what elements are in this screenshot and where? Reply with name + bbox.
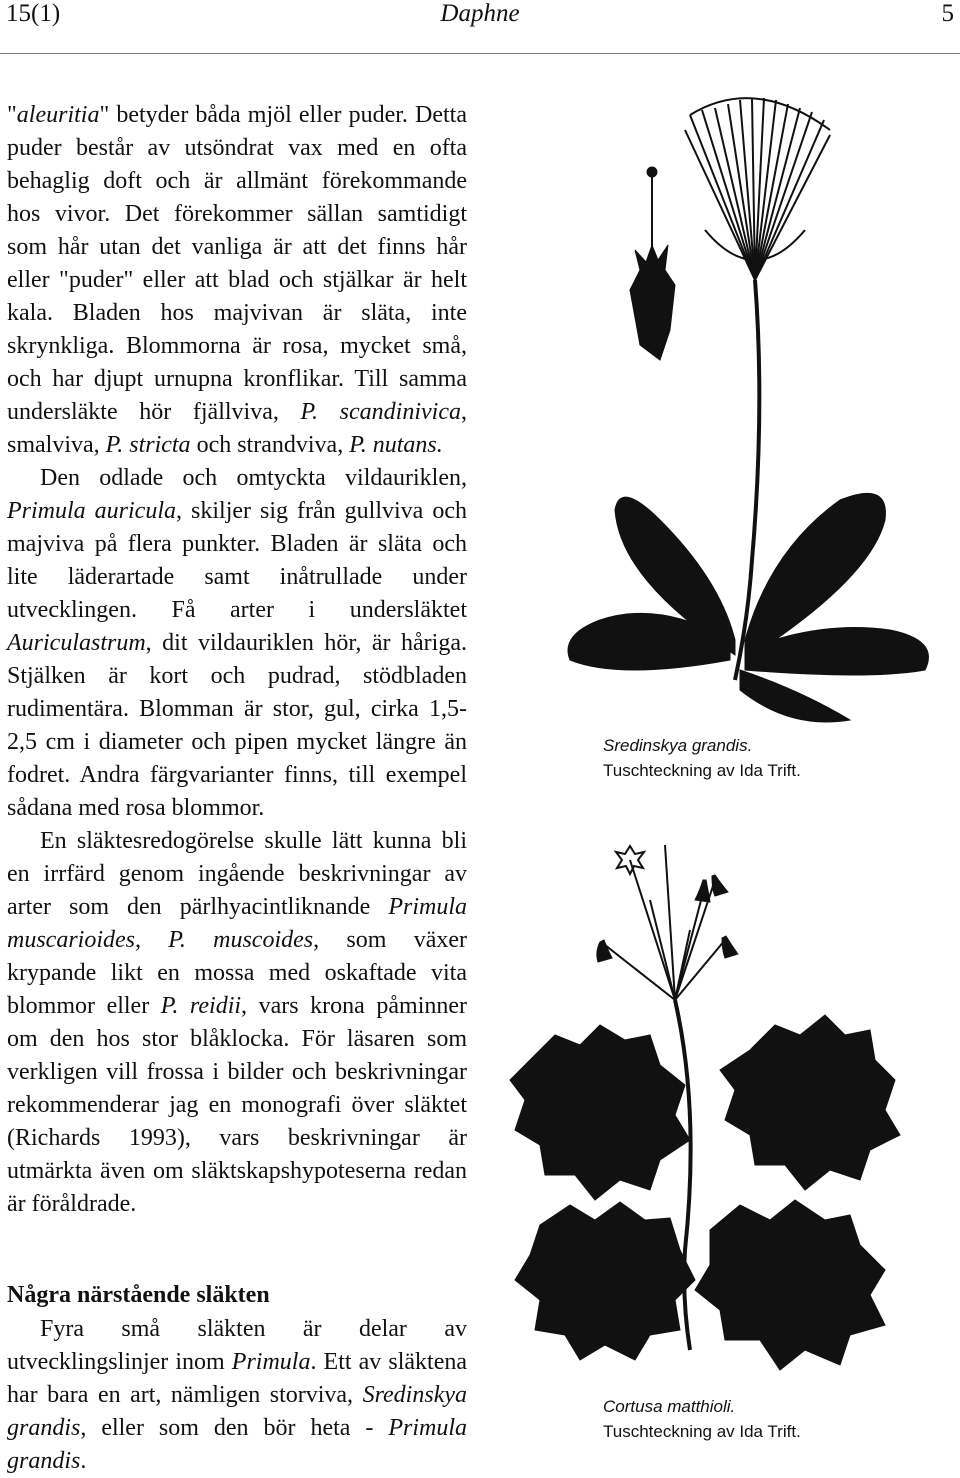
bell-flower <box>695 880 710 902</box>
page-number: 5 <box>941 0 954 27</box>
leaf-left <box>510 1025 690 1200</box>
section-text <box>7 1313 467 1478</box>
bell-flower <box>597 940 612 962</box>
caption-credit: Tuschteckning av Ida Trift. <box>603 761 801 780</box>
caption-credit: Tuschteckning av Ida Trift. <box>603 1422 801 1441</box>
caption-name: Cortusa matthioli. <box>603 1397 736 1416</box>
cortusa-illustration <box>500 830 960 1390</box>
leaf-lower-right <box>695 1200 885 1370</box>
caption-sredinskya <box>603 733 801 783</box>
sredinskya-illustration <box>540 80 960 730</box>
leaf-lower <box>740 670 850 722</box>
bell-flower <box>712 875 728 896</box>
running-header <box>0 0 960 42</box>
paragraph-aleuritia: "aleuritia" betyder båda mjöl eller puder. Detta puder består av utsöndrat vax med en ofta behaglig doft och är allmänt förekommande hos vivor. Det förekommer sällan samtidigt som hår utan det vanliga är att det finns hår eller "puder" eller att blad och stjälkar är helt kala. Bladen hos majvivan är släta, inte skrynkliga. Blommorna är rosa, mycket små, och har djupt urnupna kronflikar. Till samma undersläkte hör fjällviva, P. scandinivica, smalviva, P. stricta och strandviva, P. nutans. <box>7 102 467 458</box>
journal-title: Daphne <box>440 0 520 27</box>
section-heading: Några närstående släkten <box>7 1282 270 1308</box>
leaf-right <box>720 1015 900 1190</box>
leaf-lower-left <box>515 1202 695 1360</box>
bell-flower <box>722 936 738 958</box>
issue-number: 15(1) <box>6 0 61 27</box>
flower-detail <box>630 167 675 360</box>
flower-umbel <box>605 845 725 1000</box>
caption-name: Sredinskya grandis. <box>603 736 753 755</box>
header-rule <box>0 53 960 54</box>
flower-umbel <box>685 98 830 280</box>
paragraph-auricula: Den odlade och omtyckta vildauriklen, Primula auricula, skiljer sig från gullviva och majviva på flera punkter. Bladen är släta och lite läderartade samt inåtrullade under utvecklingen. Få arter i undersläktet Auriculastrum, dit vildauriklen hör, är håriga. Stjälken är kort och pudrad, stödbladen rudimentära. Blomman är stor, gul, cirka 1,5-2,5 cm i diameter och pipen mycket längre än fodret. Andra färgvarianter finns, till exempel sådana med rosa blommor. <box>7 465 467 821</box>
body-text-column <box>7 99 467 1221</box>
paragraph-monograph: En släktesredogörelse skulle lätt kunna bli en irrfärd genom ingående beskrivningar av arter som den pärlhyacintliknande Primula muscarioides, P. muscoides, som växer krypande likt en mossa med oskaftade vita blommor eller P. reidii, vars krona påminner om den hos stor blåklocka. För läsaren som verkligen vill frossa i bilder och beskrivningar rekommenderar jag en monografi över släktet (Richards 1993), vars beskrivningar är utmärkta även om släktskapshypoteserna redan är föråldrade. <box>7 828 468 1217</box>
paragraph-related-genera: Fyra små släkten är delar av utvecklingslinjer inom Primula. Ett av släktena har bara en art, nämligen storviva, Sredinskya grandis, eller som den bör heta - Primula grandis. <box>7 1316 467 1474</box>
caption-cortusa <box>603 1394 801 1444</box>
